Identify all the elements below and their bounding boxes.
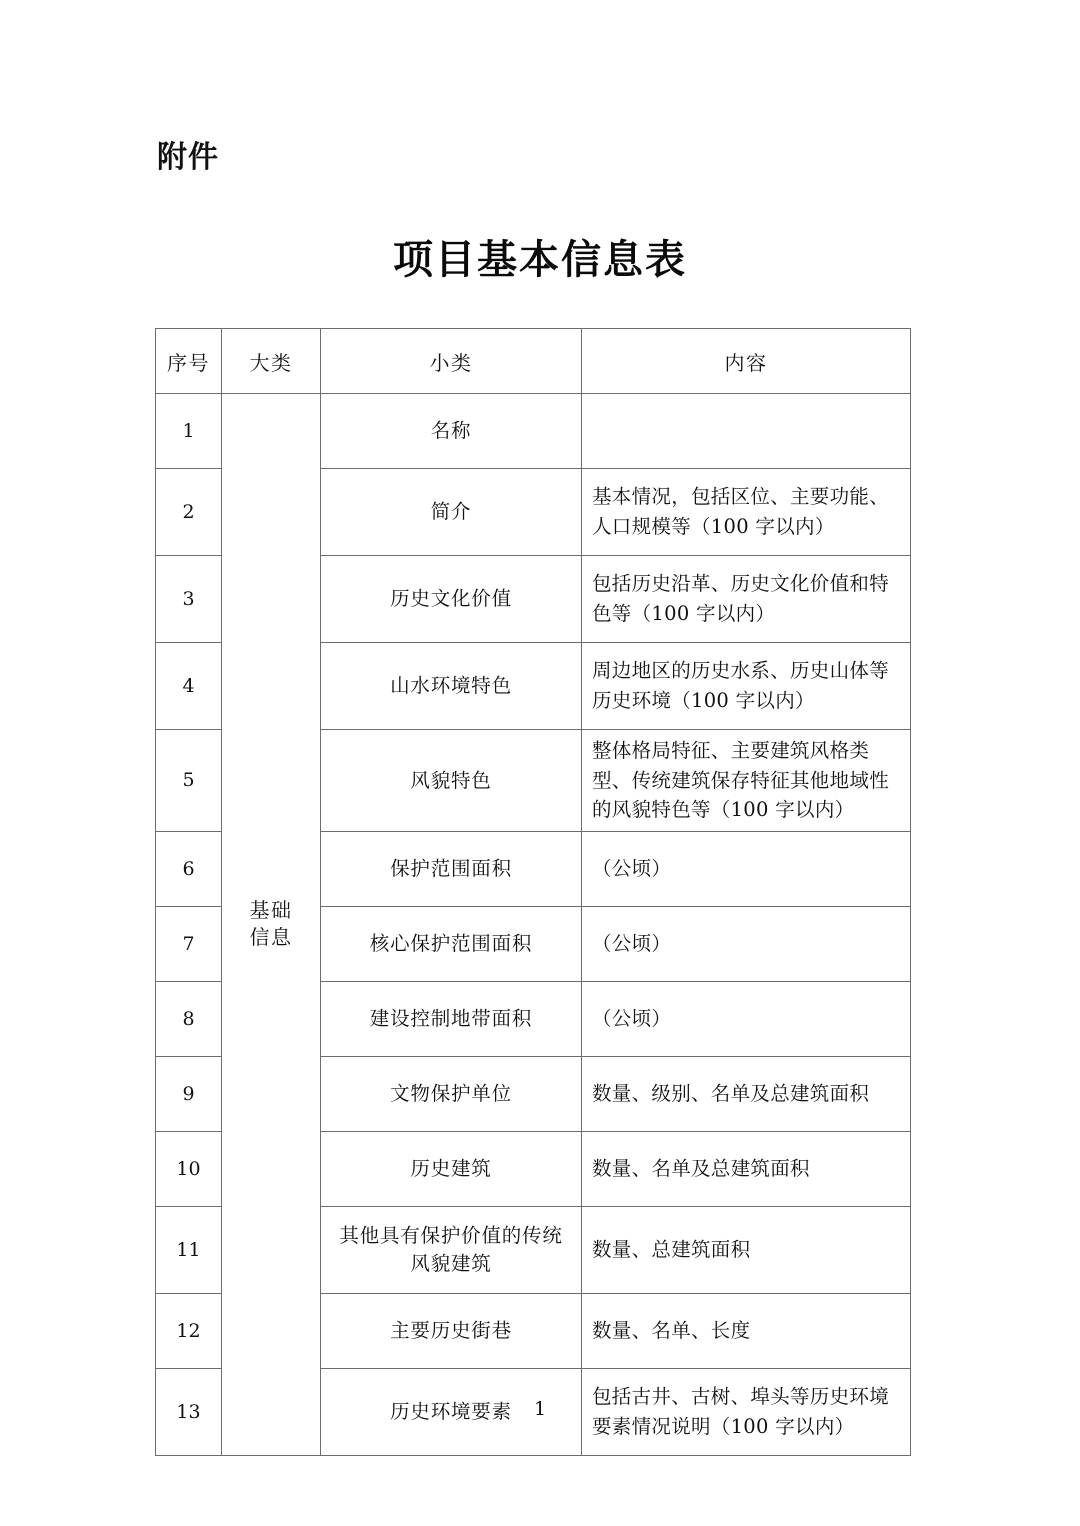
- cell-minor: 历史文化价值: [321, 556, 582, 643]
- page-number: 1: [533, 1398, 547, 1420]
- cell-minor: 风貌特色: [321, 730, 582, 832]
- cell-minor: 文物保护单位: [321, 1056, 582, 1131]
- cell-content: 包括古井、古树、埠头等历史环境要素情况说明（100 字以内）: [582, 1368, 911, 1455]
- table-row: [156, 394, 911, 469]
- project-basic-info-table: [155, 328, 911, 1456]
- cell-major-category: [222, 394, 321, 1456]
- cell-minor: 保护范围面积: [321, 831, 582, 906]
- cell-minor: 山水环境特色: [321, 643, 582, 730]
- table-body: [156, 394, 911, 1456]
- cell-minor: 核心保护范围面积: [321, 906, 582, 981]
- cell-no: 3: [156, 556, 222, 643]
- cell-minor: 主要历史街巷: [321, 1293, 582, 1368]
- cell-content: 整体格局特征、主要建筑风格类型、传统建筑保存特征其他地域性的风貌特色等（100 字以内）: [582, 730, 911, 832]
- cell-minor: 简介: [321, 469, 582, 556]
- table-header-row: [156, 329, 911, 394]
- cell-no: 7: [156, 906, 222, 981]
- cell-no: 12: [156, 1293, 222, 1368]
- cell-content: 包括历史沿革、历史文化价值和特色等（100 字以内）: [582, 556, 911, 643]
- cell-no: 13: [156, 1368, 222, 1455]
- cell-no: 11: [156, 1206, 222, 1293]
- cell-no: 9: [156, 1056, 222, 1131]
- cell-minor: 历史环境要素: [321, 1368, 582, 1455]
- cell-no: 1: [156, 394, 222, 469]
- cell-content: [582, 394, 911, 469]
- cell-minor: 名称: [321, 394, 582, 469]
- cell-content: （公顷）: [582, 906, 911, 981]
- column-header-content: 内容: [582, 329, 911, 394]
- cell-content: 基本情况，包括区位、主要功能、人口规模等（100 字以内）: [582, 469, 911, 556]
- page-title: 项目基本信息表: [393, 236, 687, 283]
- cell-content: 周边地区的历史水系、历史山体等历史环境（100 字以内）: [582, 643, 911, 730]
- cell-content: （公顷）: [582, 831, 911, 906]
- cell-no: 10: [156, 1131, 222, 1206]
- cell-no: 6: [156, 831, 222, 906]
- cell-content: （公顷）: [582, 981, 911, 1056]
- column-header-no: 序号: [156, 329, 222, 394]
- cell-no: 2: [156, 469, 222, 556]
- cell-content: 数量、名单、长度: [582, 1293, 911, 1368]
- cell-no: 8: [156, 981, 222, 1056]
- attachment-label: 附件: [157, 140, 219, 175]
- cell-minor: 历史建筑: [321, 1131, 582, 1206]
- major-category-line-2: 信息: [249, 925, 293, 950]
- major-category-line-1: 基础: [249, 897, 293, 922]
- cell-content: 数量、名单及总建筑面积: [582, 1131, 911, 1206]
- cell-no: 4: [156, 643, 222, 730]
- cell-no: 5: [156, 730, 222, 832]
- cell-minor: 其他具有保护价值的传统风貌建筑: [321, 1206, 582, 1293]
- cell-content: 数量、级别、名单及总建筑面积: [582, 1056, 911, 1131]
- column-header-minor: 小类: [321, 329, 582, 394]
- cell-content: 数量、总建筑面积: [582, 1206, 911, 1293]
- column-header-major: 大类: [222, 329, 321, 394]
- cell-minor: 建设控制地带面积: [321, 981, 582, 1056]
